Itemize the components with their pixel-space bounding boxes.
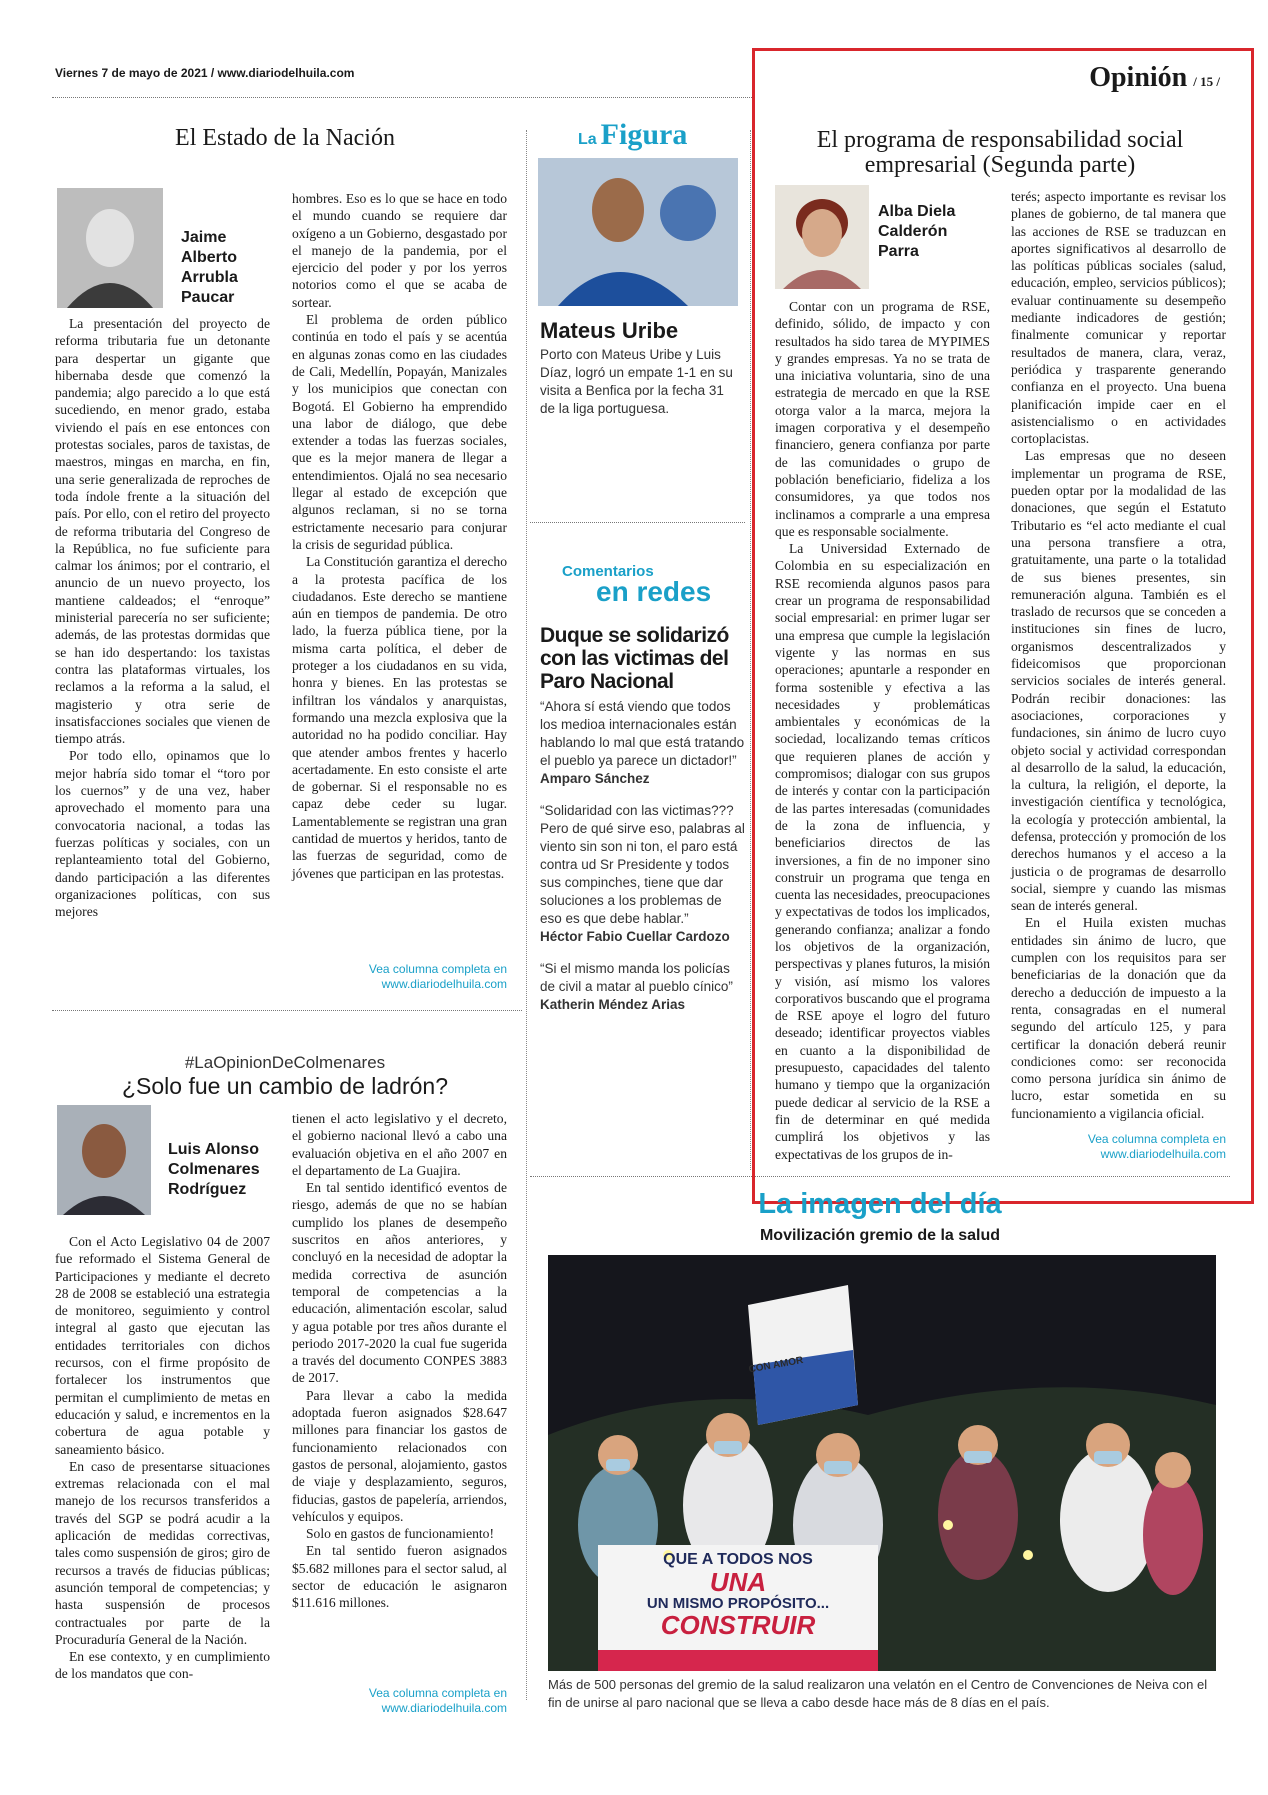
- figura-photo: [538, 158, 738, 306]
- author-line: Alberto: [181, 249, 237, 266]
- author-line: Jaime: [181, 229, 227, 246]
- author-line: Alba Diela: [878, 203, 956, 220]
- estado-read-more-link[interactable]: [292, 962, 507, 992]
- section-title: Opinión: [1089, 62, 1188, 93]
- colmenares-read-more-link[interactable]: [292, 1686, 507, 1716]
- paragraph: La Universidad Externado de Colombia en su especialización en RSE recomienda algunos pasos para crear un programa de responsabilidad social empresarial: en primer lugar ser una empresa que cumple la legislación vigente y las normas en sus operaciones; apuntarle a responder en forma sostenible y efectiva a las necesidades y problemáticas ambientales y económicas de la sociedad, localizando temas críticos que requieren planes de acción y compromisos; dialogar con sus grupos de interés y contar con la participación de las partes interesadas (comunidades de la zona de influencia, y beneficiarios directos de las inversiones, a fin de no imponer sino construir un programa que tenga en cuenta las necesidades, preocupaciones y expectativas de todos los implicados, generando confianza; analizar a fondo los objetivos de la organización, perspectivas y planes futuros, la misión y visión, así mismo los valores corporativos buscando que el programa de RSE apoye el logro del futuro deseado; identificar proyectos viables en cuanto a la disponibilidad de presupuesto, capacidades del talento humano y tiempo que la organización puede dedicar al servicio de la RSE a fin de determinar en qué medida cumplirá los objetivos y las expectativas de los grupos de in-: [775, 541, 990, 1162]
- paragraph: En tal sentido identificó eventos de riesgo, además de que no se habían cumplido los planes de desempeño suscritos en años anteriores, y concluyó en la necesidad de adoptar la medida correctiva de asunción temporal de competencias a la educación, alimentación escolar, salud y agua potable por tres años durante el periodo 2017-2020 la cual fue sugerida a través del documento CONPES 3883 de 2017.: [292, 1180, 507, 1386]
- comment-text: “Si el mismo manda los policías de civil a matar al pueblo cínico”: [540, 961, 733, 994]
- divider-figura-redes: [530, 522, 745, 523]
- colmenares-title: ¿Solo fue un cambio de ladrón?: [121, 1073, 449, 1099]
- author-arrubla: [181, 228, 238, 308]
- author-colmenares: [168, 1140, 260, 1200]
- estado-title: El Estado de la Nación: [175, 125, 395, 151]
- figura-name: Mateus Uribe: [540, 318, 679, 343]
- banner-top-text: CON AMOR: [747, 1355, 805, 1376]
- colmenares-column-2: [292, 1110, 507, 1612]
- link-line: Vea columna completa en: [368, 1686, 507, 1700]
- player-photo-icon: [538, 158, 738, 306]
- paragraph: Contar con un programa de RSE, definido, sólido, de impacto y con resultados ha sido tarea de MYPIMES y grandes empresas. Ya no se trata de una iniciativa voluntaria, sino de una estrategia de mercado en que la RSE otorga valor a la marca, mejora la imagen corporativa y el desempeño financiero, genera confianza por parte de las comunidades o grupo de población beneficiario, fideliza a los consumidores, ya que todos nos inclinamos a comprarle a una empresa que es responsable socialmente.: [775, 299, 990, 539]
- author-line: Paucar: [181, 289, 235, 306]
- paragraph: Con el Acto Legislativo 04 de 2007 fue reformado el Sistema General de Participaciones y mediante el decreto 28 de 2008 se estableció una estrategia de monitoreo, seguimiento y control integral al gasto que ejecutan las entidades territoriales con dichos recursos, con el firme propósito de fortalecer los instrumentos que permitan el cumplimiento de metas en educación y salud, e incrementos en la cobertura de agua potable y saneamiento básico.: [55, 1234, 270, 1457]
- paragraph: Por todo ello, opinamos que lo mejor habría sido tomar el “toro por los cuernos” y de una vez, haber aprovechado el momento para una convocatoria nacional, a todas las fuerzas políticas y sociales, con un replanteamiento total del Gobierno, dando participación a las diferentes organizaciones políticas, con sus mejores: [55, 748, 270, 920]
- figura-label-big: Figura: [600, 118, 688, 151]
- imagen-title: La imagen del día: [758, 1188, 1002, 1220]
- paragraph: Las empresas que no deseen implementar un programa de RSE, pueden optar por la modalidad de las donaciones, que según el Estatuto Tributario es “el acto mediante el cual una persona transfiere a otra, gratuitamente, una parte o la totalidad de sus bienes presentes, sin remuneración alguna. También es el traslado de recursos que se conceden a instituciones sin fines de lucro, organismos descentralizados y fideicomisos que proporcionan servicios sociales de interés general. Podrán recibir donaciones: las asociaciones, corporaciones y fundaciones, sin ánimo de lucro cuyo objeto social y actividad correspondan al desarrollo de la salud, la educación, la cultura, la religión, el deporte, la investigación científica y tecnológica, la ecología y protección ambiental, la defensa, protección y promoción de los derechos humanos y el acceso a la justicia o de programas de desarrollo social, siempre y cuando las mismas sean de interés general.: [1011, 448, 1226, 914]
- author-portrait-icon: [57, 188, 163, 308]
- header-rule: [52, 97, 752, 98]
- rse-column-1: [775, 298, 990, 1163]
- divider-estado-colmenares: [52, 1010, 522, 1011]
- author-line: Rodríguez: [168, 1181, 247, 1198]
- comment-author: Katherin Méndez Arias: [540, 997, 686, 1012]
- header-date-site: Viernes 7 de mayo de 2021 / www.diariodelhuila.com: [55, 66, 355, 80]
- banner-line: QUE A TODOS NOS: [663, 1551, 813, 1568]
- colmenares-column-1: [55, 1233, 270, 1683]
- paragraph: terés; aspecto importante es revisar los planes de gobierno, de tal manera que las acciones de RSE se traduzcan en aportes significativos al desarrollo de las políticas públicas sociales (salud, educación, empleo, servicios públicos); evaluar continuamente su desempeño mediante indicadores de gestión; finalmente comunicar y reportar resultados de manera, clara, veraz, periódica y trasparente generando confianza en el proyecto. Una buena planificación impide caer en el asistencialismo o en actividades cortoplacistas.: [1011, 189, 1226, 447]
- author-photo-calderon: [775, 185, 869, 289]
- link-line: www.diariodelhuila.com: [1100, 1147, 1226, 1161]
- paragraph: La presentación del proyecto de reforma tributaria fue un detonante para despertar un gigante que hibernaba desde que comenzó la pandemia; algo parecido a lo que está sucediendo, en menor grado, estaba viviendo el país en ese entonces con protestas sociales, paros de taxistas, de maestros, mingas en marcha, en fin, una serie generalizada de reproches de toda índole frente a la situación del país. Por ello, con el retiro del proyecto de reforma tributaria del Congreso de la República, no fue suficiente para calmar los ánimos; por el contrario, el anuncio de un nuevo proyecto, los mantiene caldeados; el “enroque” ministerial parecería no ser suficiente; además, de las protestas dormidas que se han ido despertando: los taxistas contra las plataformas virtuales, los reclamos a la reforma a la salud, el magisterio y otra serie de insatisfacciones sociales que vienen de tiempo atrás.: [55, 316, 270, 747]
- imagen-subtitle: Movilización gremio de la salud: [759, 1227, 1001, 1244]
- paragraph: hombres. Eso es lo que se hace en todo el mundo cuando se requiere dar oxígeno a un Gobierno, desgastado por el manejo de la pandemia, por el ejercicio del poder y por los yerros notorios como el que se acaba de sortear.: [292, 191, 507, 310]
- author-portrait-icon: [775, 185, 869, 289]
- author-line: Parra: [878, 243, 919, 260]
- rse-column-2: [1011, 188, 1226, 1122]
- paragraph: Solo en gastos de funcionamiento!: [306, 1526, 495, 1542]
- estado-column-1: [55, 315, 270, 920]
- paragraph: Para llevar a cabo la medida adoptada fueron asignados $28.647 millones para financiar los gastos de funcionamiento relacionados con gastos de personal, alojamiento, gastos de viaje y desplazamiento, seguros, fiducias, gastos de papelería, arriendos, vehículos y equipos.: [292, 1387, 507, 1524]
- redes-comments: [540, 698, 745, 1014]
- rse-title: El programa de responsabilidad social empresarial (Segunda parte): [816, 127, 1184, 178]
- link-line: www.diariodelhuila.com: [381, 1701, 507, 1715]
- comment-text: “Solidaridad con las victimas??? Pero de qué sirve eso, palabras al viento sin son ni ton, el paro está contra ud Sr Presidente y todos sus compinches, tiene que dar soluciones a los problemas de eso es que debe hablar.”: [540, 803, 745, 926]
- comment-text: “Ahora sí está viendo que todos los medioa internacionales están hablando lo mal que está tratando el pueblo ya parece un dictador!”: [540, 699, 745, 768]
- author-photo-arrubla: [57, 188, 163, 308]
- author-calderon: [878, 202, 955, 262]
- page-number: / 15 /: [1193, 74, 1220, 89]
- paragraph: En ese contexto, y en cumplimiento de los mandatos que con-: [55, 1649, 270, 1682]
- banner-line: UN MISMO PROPÓSITO...: [646, 1595, 830, 1612]
- divider-right: [750, 130, 751, 1170]
- author-photo-colmenares: [57, 1105, 151, 1215]
- protest-banner: [598, 1545, 878, 1638]
- paragraph: La Constitución garantiza el derecho a la protesta pacífica de los ciudadanos. Este derecho se mantiene aún en tiempos de pandemia. De otro lado, la fuerza pública tiene, por la misma carta política, el deber de proteger a los ciudadanos en su vida, honra y bienes. En las protestas se infiltran los vándalos y anarquistas, formando una mezcla explosiva que la autoridad no ha podido conciliar. Hay que atender ambos frentes y hacerlo acertadamente. En esto consiste el arte de gobernar. Si el responsable no es capaz debe ceder su lugar. Lamentablemente se registran una gran cantidad de muertos y heridos, tanto de las fuerzas de seguridad, como de jóvenes que participan en las protestas.: [292, 554, 507, 881]
- author-line: Calderón: [878, 223, 948, 240]
- author-portrait-icon: [57, 1105, 151, 1215]
- paragraph: En el Huila existen muchas entidades sin ánimo de lucro, que cumplen con los requisitos para ser beneficiarias de la donación que da derecho a deducción de impuesto a la renta, consagradas en el numeral segundo del artículo 125, y para certificar la donación deberá reunir condiciones como: ser reconocida como persona jurídica sin ánimo de lucro, estar sometida en su funcionamiento a vigilancia oficial.: [1011, 915, 1226, 1121]
- comment-author: Héctor Fabio Cuellar Cardozo: [540, 929, 730, 944]
- rse-read-more-link[interactable]: [1011, 1132, 1226, 1162]
- redes-label-small: Comentarios: [562, 563, 654, 580]
- link-line: Vea columna completa en: [1087, 1132, 1226, 1146]
- imagen-photo: [548, 1255, 1216, 1671]
- figura-label: [578, 118, 687, 152]
- divider-left: [526, 130, 527, 1700]
- redes-label-big: en redes: [596, 576, 712, 607]
- paragraph: tienen el acto legislativo y el decreto, el gobierno nacional llevó a cabo una evaluación objetiva en el año 2007 en el departamento de La Guajira.: [292, 1111, 507, 1178]
- banner-line: UNA: [709, 1567, 767, 1597]
- paragraph: El problema de orden público continúa en todo el país y se acentúa en algunas zonas como en las ciudades de Cali, Medellín, Popayán, Manizales y los municipios que conectan con Bogotá. El Gobierno ha emprendido una labor de diálogo, que debe extender a todas las fuerzas sociales, que es la mejor manera de llegar a entendimientos. Ojalá no sea necesario llegar al estado de excepción que algunos reclaman, si no se torna estrictamente necesario para conjurar la crisis de seguridad pública.: [292, 312, 507, 552]
- colmenares-hashtag[interactable]: #LaOpinionDeColmenares: [184, 1053, 386, 1072]
- figura-text: Porto con Mateus Uribe y Luis Díaz, logró un empate 1-1 en su visita a Benfica por la fecha 31 de la liga portuguesa.: [540, 347, 733, 416]
- comment-author: Amparo Sánchez: [540, 771, 650, 786]
- banner-line: CONSTRUIR: [660, 1610, 816, 1640]
- imagen-caption: Más de 500 personas del gremio de la salud realizaron una velatón en el Centro de Convenciones de Neiva con el fin de unirse al paro nacional que se lleva a cabo desde hace más de 8 días en el país.: [548, 1677, 1208, 1710]
- paragraph: En caso de presentarse situaciones extremas relacionada con el mal manejo de los recursos transferidos a través del SGP se podrá acudir a la aplicación de medidas correctivas, tales como suspensión de giros; giro de recursos a través de fiducias públicas; asunción temporal de competencias; y hasta suspensión de procesos contractuales por parte de la Procuraduría General de la Nación.: [55, 1458, 270, 1647]
- link-line: www.diariodelhuila.com: [381, 977, 507, 991]
- link-line: Vea columna completa en: [368, 962, 507, 976]
- paragraph: En tal sentido fueron asignados $5.682 millones para el sector salud, al sector de educación le asignaron $11.616 millones.: [292, 1543, 507, 1611]
- author-line: Arrubla: [181, 269, 238, 286]
- author-line: Luis Alonso: [168, 1141, 259, 1158]
- estado-column-2: [292, 190, 507, 882]
- figura-label-small: La: [578, 131, 597, 148]
- redes-headline: Duque se solidarizó con las victimas del Paro Nacional: [540, 624, 729, 693]
- author-line: Colmenares: [168, 1161, 260, 1178]
